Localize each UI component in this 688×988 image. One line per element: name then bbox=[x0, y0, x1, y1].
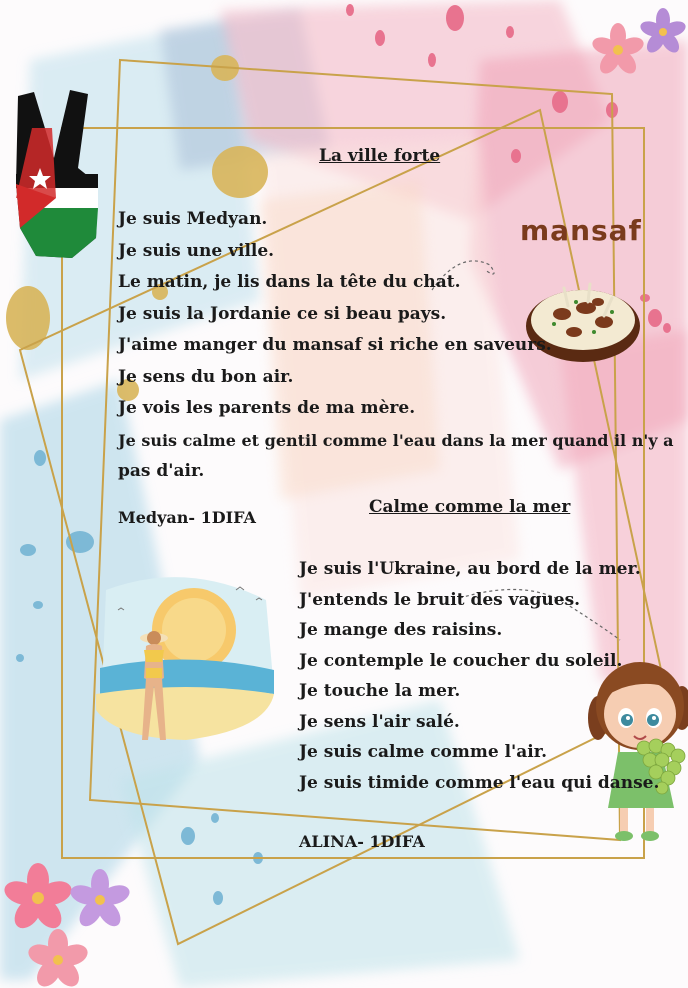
poem2-line: Je contemple le coucher du soleil. bbox=[299, 650, 623, 671]
poem1-line: Je sens du bon air. bbox=[118, 366, 294, 387]
poem1-line: Je vois les parents de ma mère. bbox=[118, 398, 416, 418]
poem1-line: Je suis Medyan. bbox=[118, 209, 268, 229]
poem1-line: J'aime manger du mansaf si riche en saveurs. bbox=[118, 335, 552, 355]
poem1-line: Le matin, je lis dans la tête du chat. bbox=[118, 272, 461, 292]
flowers-icon bbox=[588, 0, 688, 90]
victory-hand-jordan-flag-icon bbox=[12, 88, 102, 260]
poem2-title: Calme comme la mer bbox=[369, 497, 571, 517]
poem1-title: La ville forte bbox=[319, 146, 441, 166]
poem2-author: ALINA- 1DIFA bbox=[299, 832, 425, 851]
poem2-line: Je mange des raisins. bbox=[299, 620, 503, 640]
poem1-author: Medyan- 1DIFA bbox=[118, 508, 256, 527]
poem1-line: Je suis la Jordanie ce si beau pays. bbox=[118, 303, 447, 324]
poem2-line: Je suis timide comme l'eau qui danse. bbox=[299, 772, 660, 793]
poem2-line: Je suis calme comme l'air. bbox=[299, 742, 548, 762]
poem1-line: Je suis calme et gentil comme l'eau dans la mer quand il n'y a bbox=[118, 430, 674, 450]
poem2-line: Je suis l'Ukraine, au bord de la mer. bbox=[299, 559, 641, 579]
poem2-line: Je touche la mer. bbox=[299, 681, 461, 701]
poem1-line: Je suis une ville. bbox=[118, 240, 275, 261]
mansaf-label: mansaf bbox=[520, 214, 642, 247]
flowers-icon bbox=[0, 860, 150, 988]
poem2-line: Je sens l'air salé. bbox=[299, 711, 460, 732]
poem2-line: J'entends le bruit des vagues. bbox=[299, 589, 581, 610]
poem2-body bbox=[299, 554, 659, 798]
beach-sunset-icon bbox=[96, 570, 276, 750]
poem1-body bbox=[118, 204, 673, 488]
poem1-line: pas d'air. bbox=[118, 461, 205, 481]
